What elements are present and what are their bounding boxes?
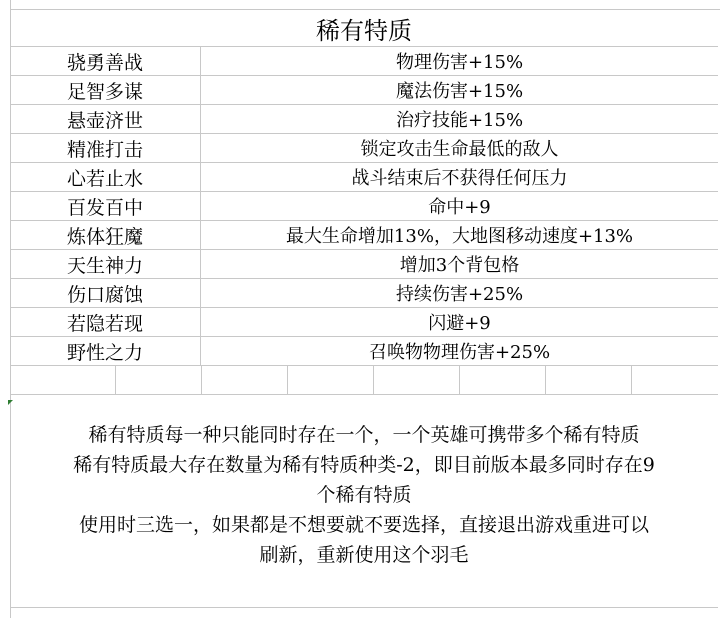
table-row <box>10 105 718 134</box>
trait-name-cell[interactable]: 炼体狂魔 <box>10 221 201 249</box>
table-row <box>10 221 718 250</box>
trait-effect-cell[interactable]: 命中+9 <box>428 197 491 218</box>
empty-cell[interactable] <box>288 366 374 394</box>
note-line: 个稀有特质 <box>316 484 412 506</box>
trait-name-cell[interactable]: 野性之力 <box>10 337 201 365</box>
table-row <box>10 134 718 163</box>
note-line: 使用时三选一，如果都是不想要就不要选择，直接退出游戏重进可以 <box>78 514 649 536</box>
table-row <box>10 76 718 105</box>
trait-effect-cell[interactable]: 增加3个背包格 <box>399 255 520 276</box>
trait-effect-cell[interactable]: 战斗结束后不获得任何压力 <box>351 168 568 189</box>
note-line: 刷新，重新使用这个羽毛 <box>259 544 469 566</box>
empty-cell[interactable] <box>10 366 116 394</box>
trait-name-cell[interactable]: 悬壶济世 <box>10 105 201 133</box>
trait-effect-cell[interactable]: 锁定攻击生命最低的敌人 <box>360 139 559 160</box>
table-row <box>10 163 718 192</box>
trait-name-cell[interactable]: 心若止水 <box>10 163 201 191</box>
trait-effect-cell[interactable]: 召唤物物理伤害+25% <box>368 342 551 363</box>
table-row <box>10 192 718 221</box>
table-row <box>10 47 718 76</box>
table-row <box>10 337 718 366</box>
trait-name-cell[interactable]: 足智多谋 <box>10 76 201 104</box>
trait-name-cell[interactable]: 精准打击 <box>10 134 201 162</box>
sheet-title[interactable]: 稀有特质 <box>10 10 718 47</box>
empty-cell[interactable] <box>202 366 288 394</box>
trait-effect-cell[interactable]: 治疗技能+15% <box>395 110 524 131</box>
trait-table <box>10 47 718 395</box>
table-row <box>10 279 718 308</box>
trait-effect-cell[interactable]: 最大生命增加13%，大地图移动速度+13% <box>285 226 634 247</box>
empty-cell[interactable] <box>116 366 202 394</box>
empty-cell[interactable] <box>632 366 718 394</box>
trait-name-cell[interactable]: 天生神力 <box>10 250 201 278</box>
table-row <box>10 308 718 337</box>
trait-effect-cell[interactable]: 物理伤害+15% <box>395 52 524 73</box>
empty-cell[interactable] <box>460 366 546 394</box>
trait-name-cell[interactable]: 骁勇善战 <box>10 47 201 75</box>
trait-name-cell[interactable]: 若隐若现 <box>10 308 201 336</box>
empty-grid-row <box>10 366 718 395</box>
empty-cell[interactable] <box>546 366 632 394</box>
notes-cell[interactable] <box>10 402 718 608</box>
note-line: 稀有特质最大存在数量为稀有特质种类-2，即目前版本最多同时存在9 <box>73 454 655 476</box>
trait-effect-cell[interactable]: 持续伤害+25% <box>395 284 524 305</box>
trait-effect-cell[interactable]: 魔法伤害+15% <box>395 81 524 102</box>
trait-name-cell[interactable]: 伤口腐蚀 <box>10 279 201 307</box>
table-row <box>10 250 718 279</box>
trait-effect-cell[interactable]: 闪避+9 <box>428 313 491 334</box>
empty-cell[interactable] <box>374 366 460 394</box>
note-line: 稀有特质每一种只能同时存在一个，一个英雄可携带多个稀有特质 <box>88 424 640 446</box>
trait-name-cell[interactable]: 百发百中 <box>10 192 201 220</box>
